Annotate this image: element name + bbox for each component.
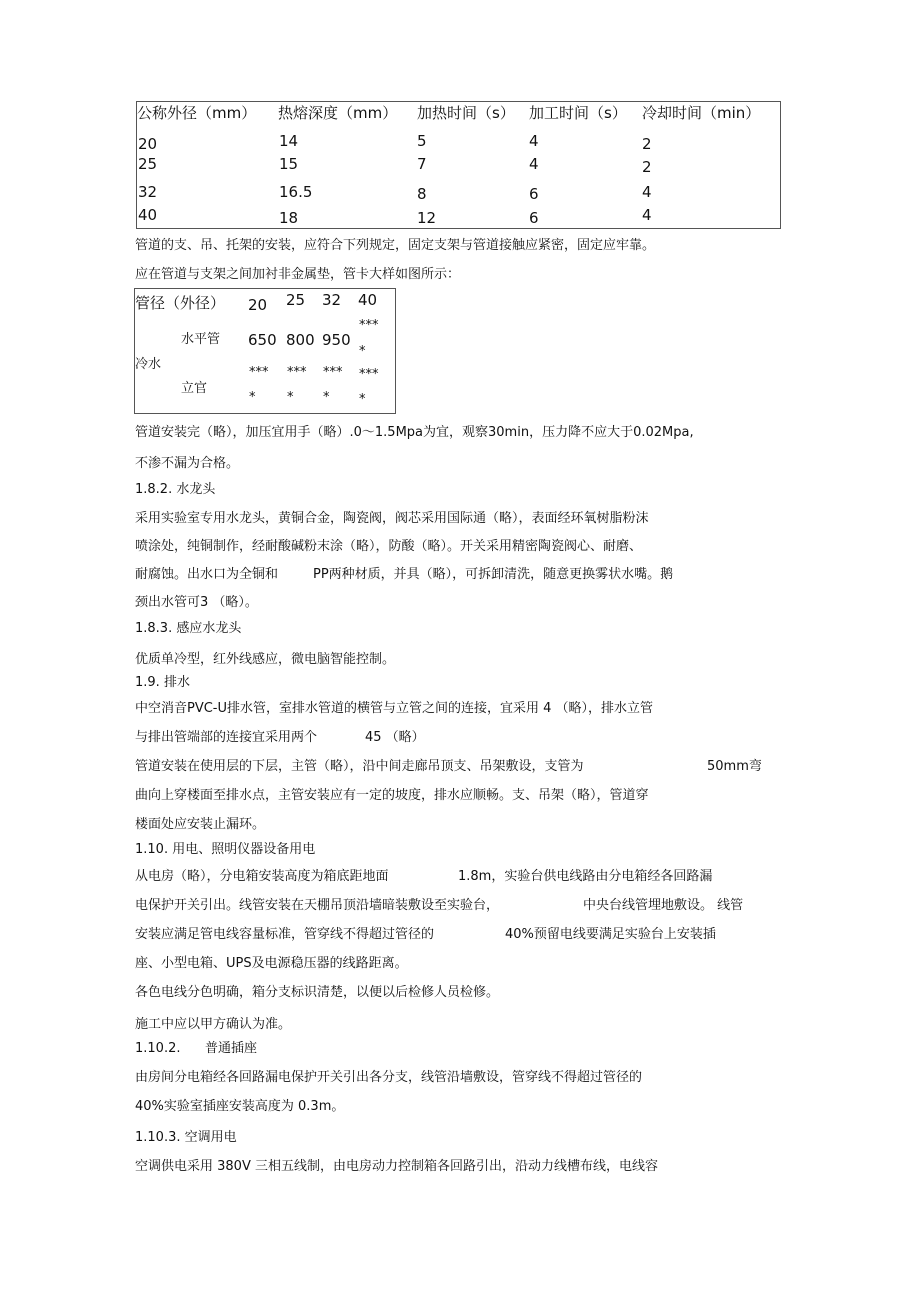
- table1-cell: 7: [417, 155, 427, 173]
- table2-horizontal-last-bottom: *: [359, 344, 366, 359]
- text-line: 50mm弯: [707, 759, 762, 774]
- table2-cold-water-label: 冷水: [135, 357, 162, 372]
- table2-horizontal-label: 水平管: [181, 332, 221, 347]
- section-heading-title: 普通插座: [205, 1041, 258, 1056]
- text-line: 颈出水管可3 （略）。: [135, 595, 258, 610]
- table1-cell: 25: [138, 155, 158, 173]
- table1-cell: 2: [642, 135, 652, 153]
- table2-size: 20: [248, 296, 268, 314]
- table1-cell: 4: [642, 206, 652, 224]
- table1-cell: 14: [279, 132, 299, 150]
- text-line: 安装应满足管电线容量标准，管穿线不得超过管径的: [135, 927, 435, 942]
- section-heading: 1.8.2. 水龙头: [135, 482, 216, 497]
- table1-cell: 40: [138, 206, 158, 224]
- section-heading: 1.9. 排水: [135, 675, 190, 690]
- table1-header-melt-depth: 热熔深度（mm）: [278, 104, 398, 122]
- section-heading: 1.10. 用电、照明仪器设备用电: [135, 842, 316, 857]
- text-line: 40%实验室插座安装高度为 0.3m。: [135, 1099, 345, 1114]
- table1-cell: 16.5: [279, 183, 313, 201]
- text-line: 喷涂处，纯铜制作，经耐酸碱粉末涂（略），防酸（略）。开关采用精密陶瓷阀心、耐磨、: [135, 539, 643, 554]
- section-heading: 1.8.3. 感应水龙头: [135, 621, 242, 636]
- text-line: PP两种材质，并具（略），可拆卸清洗，随意更换雾状水嘴。鹅: [313, 567, 674, 582]
- table2-horizontal-last-top: ***: [359, 318, 379, 333]
- text-line: 各色电线分色明确，箱分支标识清楚，以便以后检修人员检修。: [135, 985, 500, 1000]
- table1-header-processing-time: 加工时间（s）: [529, 104, 627, 122]
- table2-size: 32: [322, 291, 342, 309]
- table1-cell: 4: [529, 132, 539, 150]
- text-line: 从电房（略），分电箱安装高度为箱底距地面: [135, 869, 389, 884]
- table1-cell: 32: [138, 183, 158, 201]
- text-line: 座、小型电箱、UPS及电源稳压器的线路距离。: [135, 956, 408, 971]
- table2-vertical-bottom: *: [249, 390, 256, 405]
- table2-vertical-bottom: *: [359, 392, 366, 407]
- text-line: 中央台线管埋地敷设。 线管: [583, 898, 744, 913]
- table1-cell: 8: [417, 185, 427, 203]
- table2-vertical-top: ***: [287, 365, 307, 380]
- section-heading: 1.10.3. 空调用电: [135, 1130, 237, 1145]
- table2-size: 25: [286, 291, 306, 309]
- table1-cell: 18: [279, 209, 299, 227]
- table1-cell: 6: [529, 209, 539, 227]
- text-line: 1.8m，实验台供电线路由分电箱经各回路漏: [458, 869, 713, 884]
- section-heading: 1.10.2.: [135, 1041, 181, 1056]
- paragraph-support-rules: 管道的支、吊、托架的安装，应符合下列规定，固定支架与管道接触应紧密，固定应牢靠。: [135, 238, 656, 253]
- text-line: 耐腐蚀。出水口为全铜和: [135, 567, 279, 582]
- table1-cell: 4: [529, 155, 539, 173]
- text-line: 管道安装在使用层的下层，主管（略），沿中间走廊吊顶支、吊架敷设，支管为: [135, 759, 584, 774]
- text-line: 施工中应以甲方确认为准。: [135, 1017, 292, 1032]
- table2-vertical-top: ***: [359, 367, 379, 382]
- text-line: 空调供电采用 380V 三相五线制，由电房动力控制箱各回路引出，沿动力线槽布线，电线容: [135, 1159, 658, 1174]
- text-line: 不渗不漏为合格。: [135, 456, 240, 471]
- text-line: 40%预留电线要满足实验台上安装插: [505, 927, 716, 942]
- text-line: 由房间分电箱经各回路漏电保护开关引出各分支，线管沿墙敷设，管穿线不得超过管径的: [135, 1070, 643, 1085]
- text-line: 楼面处应安装止漏环。: [135, 817, 266, 832]
- table1-header-heating-time: 加热时间（s）: [417, 104, 515, 122]
- table1-cell: 4: [642, 183, 652, 201]
- table1-cell: 15: [279, 155, 299, 173]
- table1-header-cooling-time: 冷却时间（min）: [642, 104, 761, 122]
- table2-vertical-top: ***: [323, 365, 343, 380]
- table2-vertical-top: ***: [249, 365, 269, 380]
- table1-header-outer-diameter: 公称外径（mm）: [137, 104, 257, 122]
- text-line: 电保护开关引出。线管安装在天棚吊顶沿墙暗装敷设至实验台，: [135, 898, 500, 913]
- text-line: 中空消音PVC-U排水管，室排水管道的横管与立管之间的连接，宜采用 4 （略），排水立管: [135, 701, 654, 716]
- text-line: 优质单冷型，红外线感应，微电脑智能控制。: [135, 652, 396, 667]
- table1-cell: 6: [529, 185, 539, 203]
- table2-horizontal-value: 800: [286, 331, 315, 349]
- table2-horizontal-value: 950: [322, 331, 351, 349]
- table2-vertical-label: 立官: [181, 381, 208, 396]
- table1-cell: 20: [138, 135, 158, 153]
- text-line: 曲向上穿楼面至排水点，主管安装应有一定的坡度，排水应顺畅。支、吊架（略），管道穿: [135, 788, 649, 803]
- table1-cell: 2: [642, 158, 652, 176]
- table1-cell: 12: [417, 209, 437, 227]
- table2-horizontal-value: 650: [248, 331, 277, 349]
- text-line: 管道安装完（略），加压宜用手（略）.0～1.5Mpa为宜，观察30min，压力降不应大于0.02Mpa,: [135, 425, 694, 440]
- table2-size: 40: [358, 291, 378, 309]
- table2-vertical-bottom: *: [287, 390, 294, 405]
- text-line: 45 （略）: [365, 730, 425, 745]
- table2-diameter-label: 管径（外径）: [135, 294, 226, 312]
- text-line: 与排出管端部的连接宜采用两个: [135, 730, 318, 745]
- table1-cell: 5: [417, 132, 427, 150]
- paragraph-pipe-clamp: 应在管道与支架之间加衬非金属垫，管卡大样如图所示：: [135, 267, 461, 282]
- table2-vertical-bottom: *: [323, 390, 330, 405]
- text-line: 采用实验室专用水龙头，黄铜合金，陶瓷阀，阀芯采用国际通（略），表面经环氧树脂粉沫: [135, 511, 649, 526]
